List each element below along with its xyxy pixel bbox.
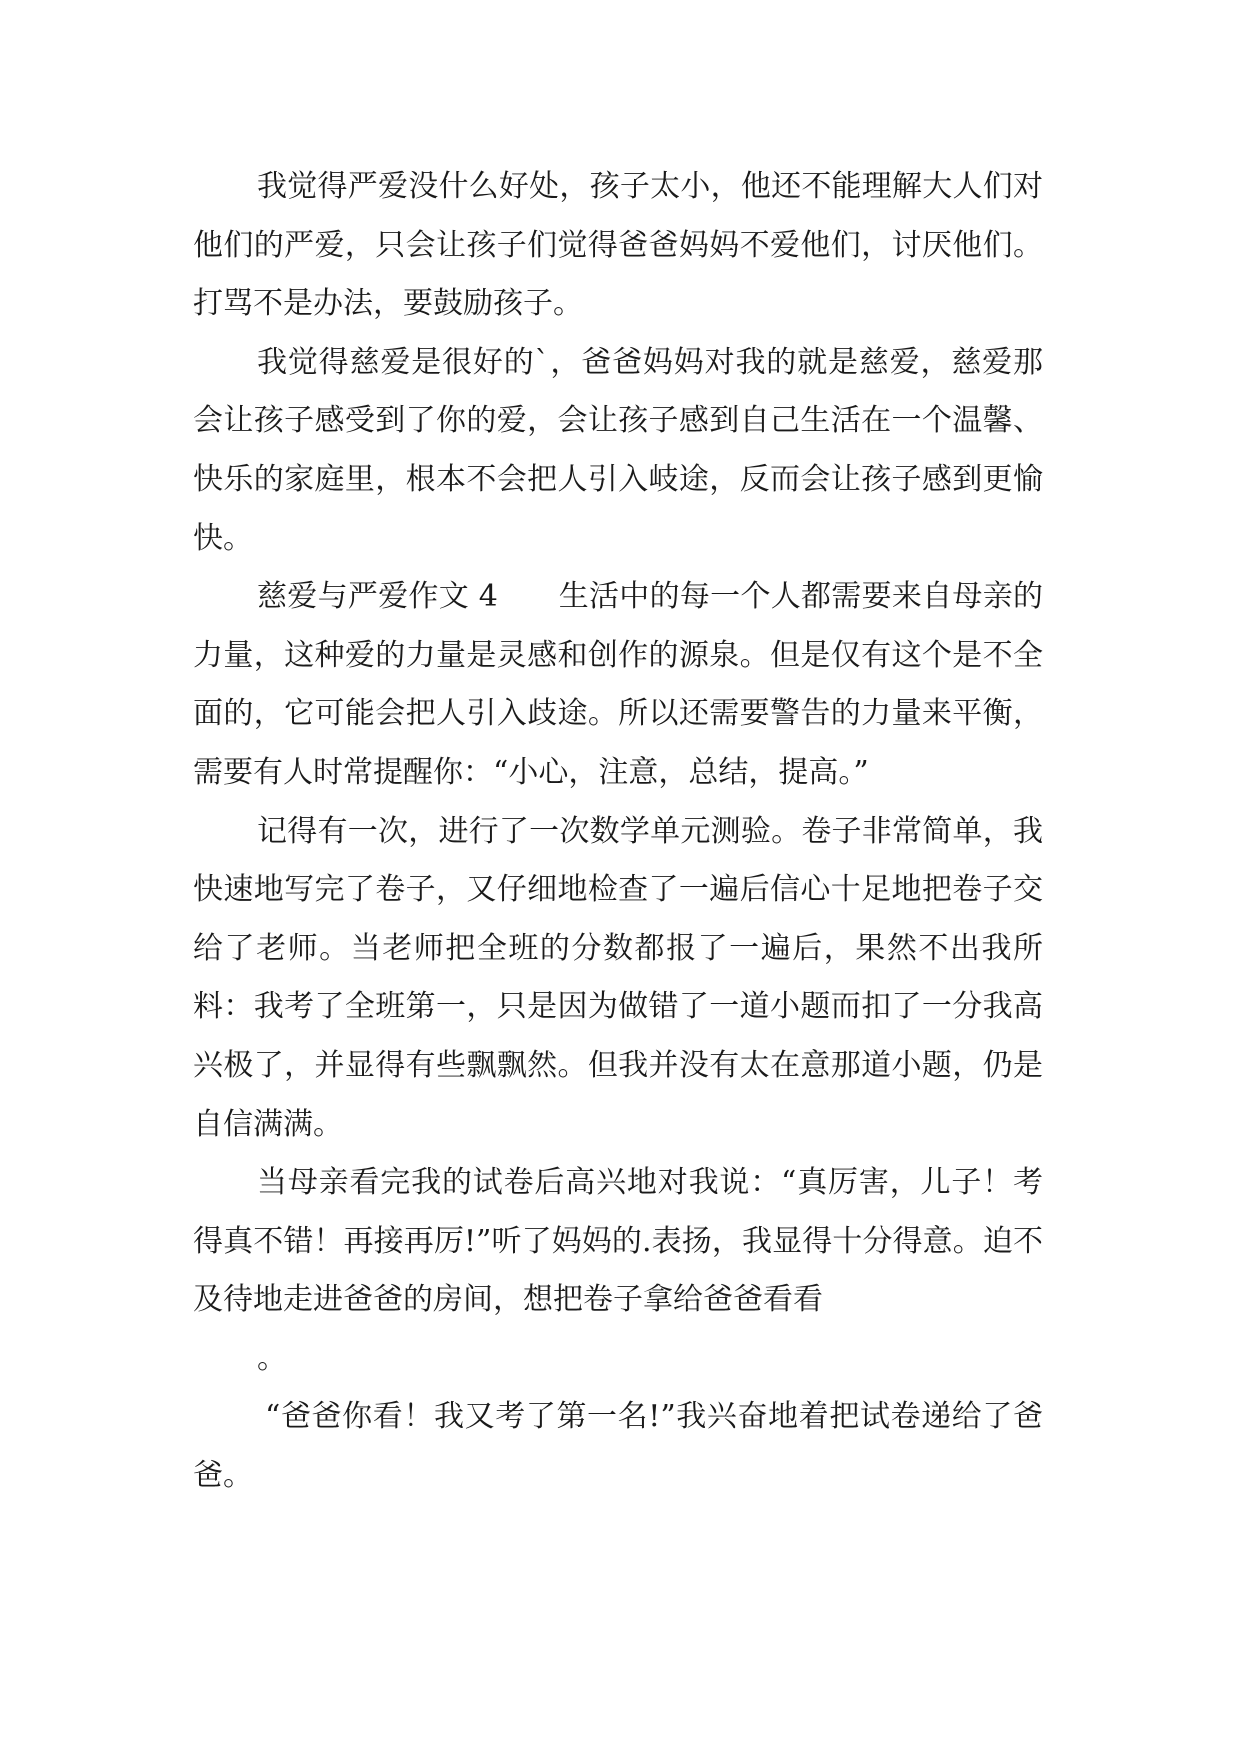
paragraph-7: “爸爸你看！我又考了第一名!”我兴奋地着把试卷递给了爸爸。 [193, 1399, 1043, 1494]
paragraph-1: 我觉得严爱没什么好处，孩子太小，他还不能理解大人们对他们的严爱，只会让孩子们觉得爸爸妈妈不爱他们，讨厌他们。打骂不是办法，要鼓励孩子。 [193, 169, 1043, 322]
paragraph-4: 记得有一次，进行了一次数学单元测验。卷子非常简单，我快速地写完了卷子，又仔细地检查了一遍后信心十足地把卷子交给了老师。当老师把全班的分数都报了一遍后，果然不出我所料：我考了全班第一，只是因为做错了一道小题而扣了一分我高兴极了，并显得有些飘飘然。但我并没有太在意那道小题，仍是自信满满。 [193, 813, 1043, 1142]
document-body [193, 158, 1043, 1506]
paragraph-2: 我觉得慈爱是很好的`，爸爸妈妈对我的就是慈爱，慈爱那会让孩子感受到了你的爱，会让孩子感到自己生活在一个温馨、快乐的家庭里，根本不会把人引入岐途，反而会让孩子感到更愉快。 [193, 344, 1043, 556]
paragraph-6: 。 [257, 1340, 287, 1376]
paragraph-3: 慈爱与严爱作文 4 生活中的每一个人都需要来自母亲的力量，这种爱的力量是灵感和创作的源泉。但是仅有这个是不全面的，它可能会把人引入歧途。所以还需要警告的力量来平衡，需要有人时常提醒你：“小心，注意，总结，提高。” [193, 579, 1043, 790]
paragraph-5: 当母亲看完我的试卷后高兴地对我说：“真厉害，儿子！考得真不错！再接再厉!”听了妈妈的.表扬，我显得十分得意。迫不及待地走进爸爸的房间，想把卷子拿给爸爸看看 [193, 1165, 1043, 1318]
